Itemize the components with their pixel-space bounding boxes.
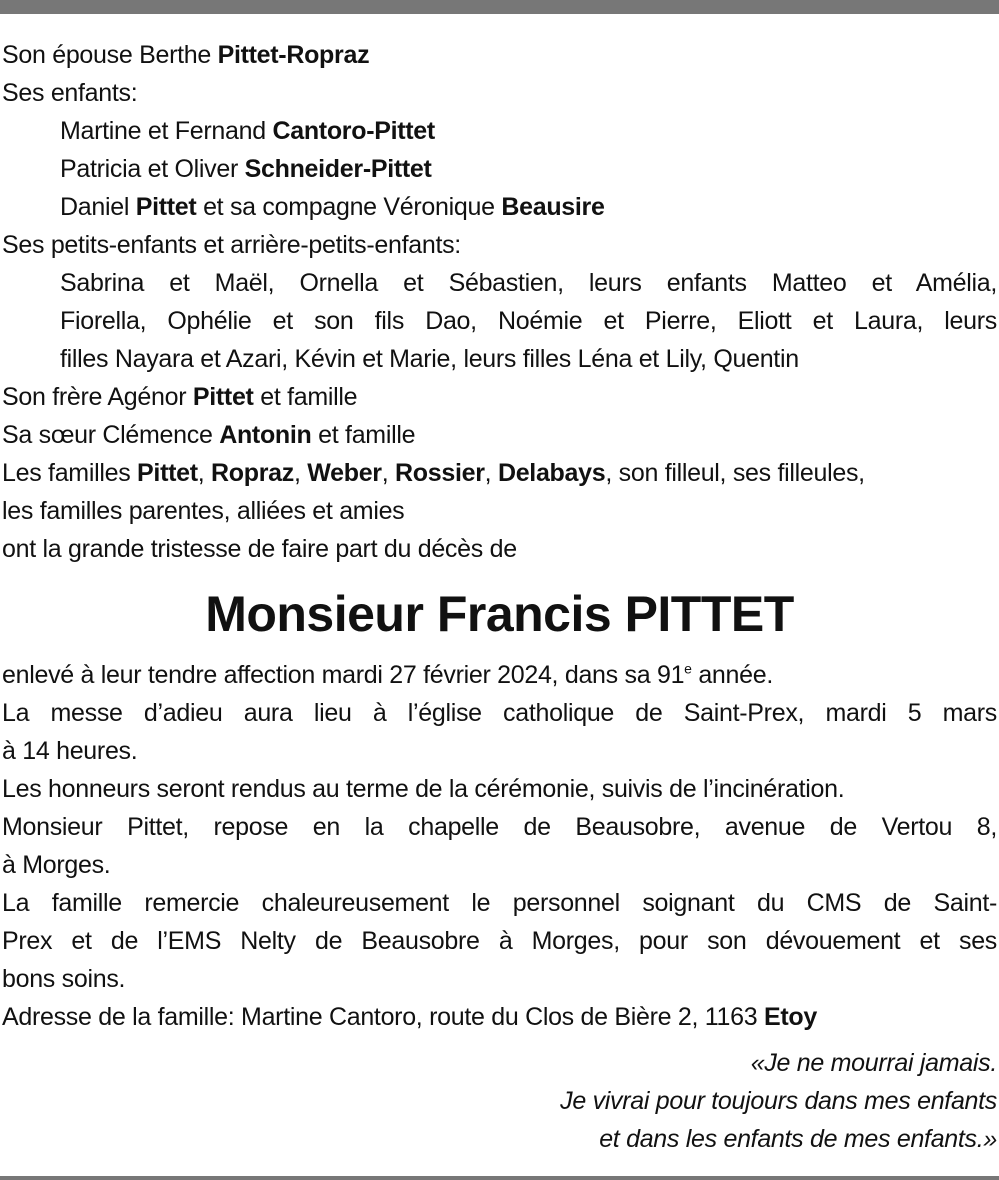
thanks-line-1: La famille remercie chaleureusement le personnel soignant du CMS de Saint- (2, 889, 997, 917)
child-text: Patricia et Oliver (60, 155, 245, 183)
rests-line-1: Monsieur Pittet, repose en la chapelle de Beausobre, avenue de Vertou 8, (2, 813, 997, 841)
child-line-3 (2, 188, 997, 226)
mass-line-1: La messe d’adieu aura lieu à l’église catholique de Saint-Prex, mardi 5 mars (2, 699, 997, 727)
child-line-1 (2, 112, 997, 150)
child-name: Pittet (135, 193, 197, 221)
families-sep: , (381, 459, 396, 487)
grandchildren-line-1: Sabrina et Maël, Ornella et Sébastien, leurs enfants Matteo et Amélia, (60, 269, 997, 297)
child-name: Beausire (501, 193, 605, 221)
quote-block (2, 1044, 997, 1158)
family-name: Ropraz (211, 459, 294, 487)
passed-line (2, 656, 997, 694)
brother-name: Pittet (192, 383, 254, 411)
announce-line: ont la grande tristesse de faire part du décès de (2, 535, 517, 563)
sister-suffix: et famille (311, 421, 416, 449)
sister-line (2, 416, 997, 454)
families-sep: , (293, 459, 308, 487)
spouse-name: Pittet-Ropraz (217, 41, 370, 69)
passed-text: enlevé à leur tendre affection mardi 27 février 2024, dans sa 91 (2, 661, 685, 689)
sister-text: Sa sœur Clémence (2, 421, 220, 449)
rests-line-2: à Morges. (2, 851, 111, 879)
grandchildren-line-3: filles Nayara et Azari, Kévin et Marie, leurs filles Léna et Lily, Quentin (60, 345, 799, 373)
family-name: Pittet (137, 459, 198, 487)
mass-line-2: à 14 heures. (2, 737, 138, 765)
brother-line (2, 378, 997, 416)
grandchildren-line-2: Fiorella, Ophélie et son fils Dao, Noémie et Pierre, Eliott et Laura, leurs (60, 307, 997, 335)
child-text: Daniel (60, 193, 136, 221)
families-suffix: , son filleul, ses filleules, (605, 459, 865, 487)
passed-suffix: année. (691, 661, 773, 689)
families-text: Les familles (2, 459, 138, 487)
grandchildren-label: Ses petits-enfants et arrière-petits-enfants: (2, 231, 461, 259)
obituary-notice (2, 36, 997, 1158)
spouse-text: Son épouse Berthe (2, 41, 218, 69)
address-town: Etoy (764, 1003, 817, 1031)
family-name: Rossier (395, 459, 485, 487)
quote-line-2: Je vivrai pour toujours dans mes enfants (560, 1087, 997, 1115)
family-name: Delabays (497, 459, 606, 487)
child-name: Schneider-Pittet (244, 155, 432, 183)
quote-line-1: «Je ne mourrai jamais. (750, 1049, 997, 1077)
sister-name: Antonin (219, 421, 312, 449)
families-sep: , (197, 459, 212, 487)
brother-suffix: et famille (253, 383, 358, 411)
quote-line-3: et dans les enfants de mes enfants.» (599, 1125, 997, 1153)
child-name: Cantoro-Pittet (272, 117, 435, 145)
address-text: Adresse de la famille: Martine Cantoro, route du Clos de Bière 2, 1163 (2, 1003, 764, 1031)
bottom-rule (0, 1176, 999, 1180)
top-rule (0, 0, 999, 14)
child-text: Martine et Fernand (60, 117, 273, 145)
families-sep: , (484, 459, 498, 487)
spouse-line (2, 36, 997, 74)
ordinal-sup: e (684, 660, 692, 677)
families-line (2, 454, 997, 492)
address-line (2, 998, 997, 1036)
honours-line: Les honneurs seront rendus au terme de la cérémonie, suivis de l’incinération. (2, 775, 845, 803)
child-text: et sa compagne Véronique (196, 193, 502, 221)
families-line-2: les familles parentes, alliées et amies (2, 497, 405, 525)
deceased-name: Monsieur Francis PITTET (205, 586, 794, 642)
family-name: Weber (307, 459, 382, 487)
children-label: Ses enfants: (2, 79, 138, 107)
brother-text: Son frère Agénor (2, 383, 193, 411)
thanks-line-3: bons soins. (2, 965, 126, 993)
thanks-line-2: Prex et de l’EMS Nelty de Beausobre à Morges, pour son dévouement et ses (2, 927, 997, 955)
child-line-2 (2, 150, 997, 188)
